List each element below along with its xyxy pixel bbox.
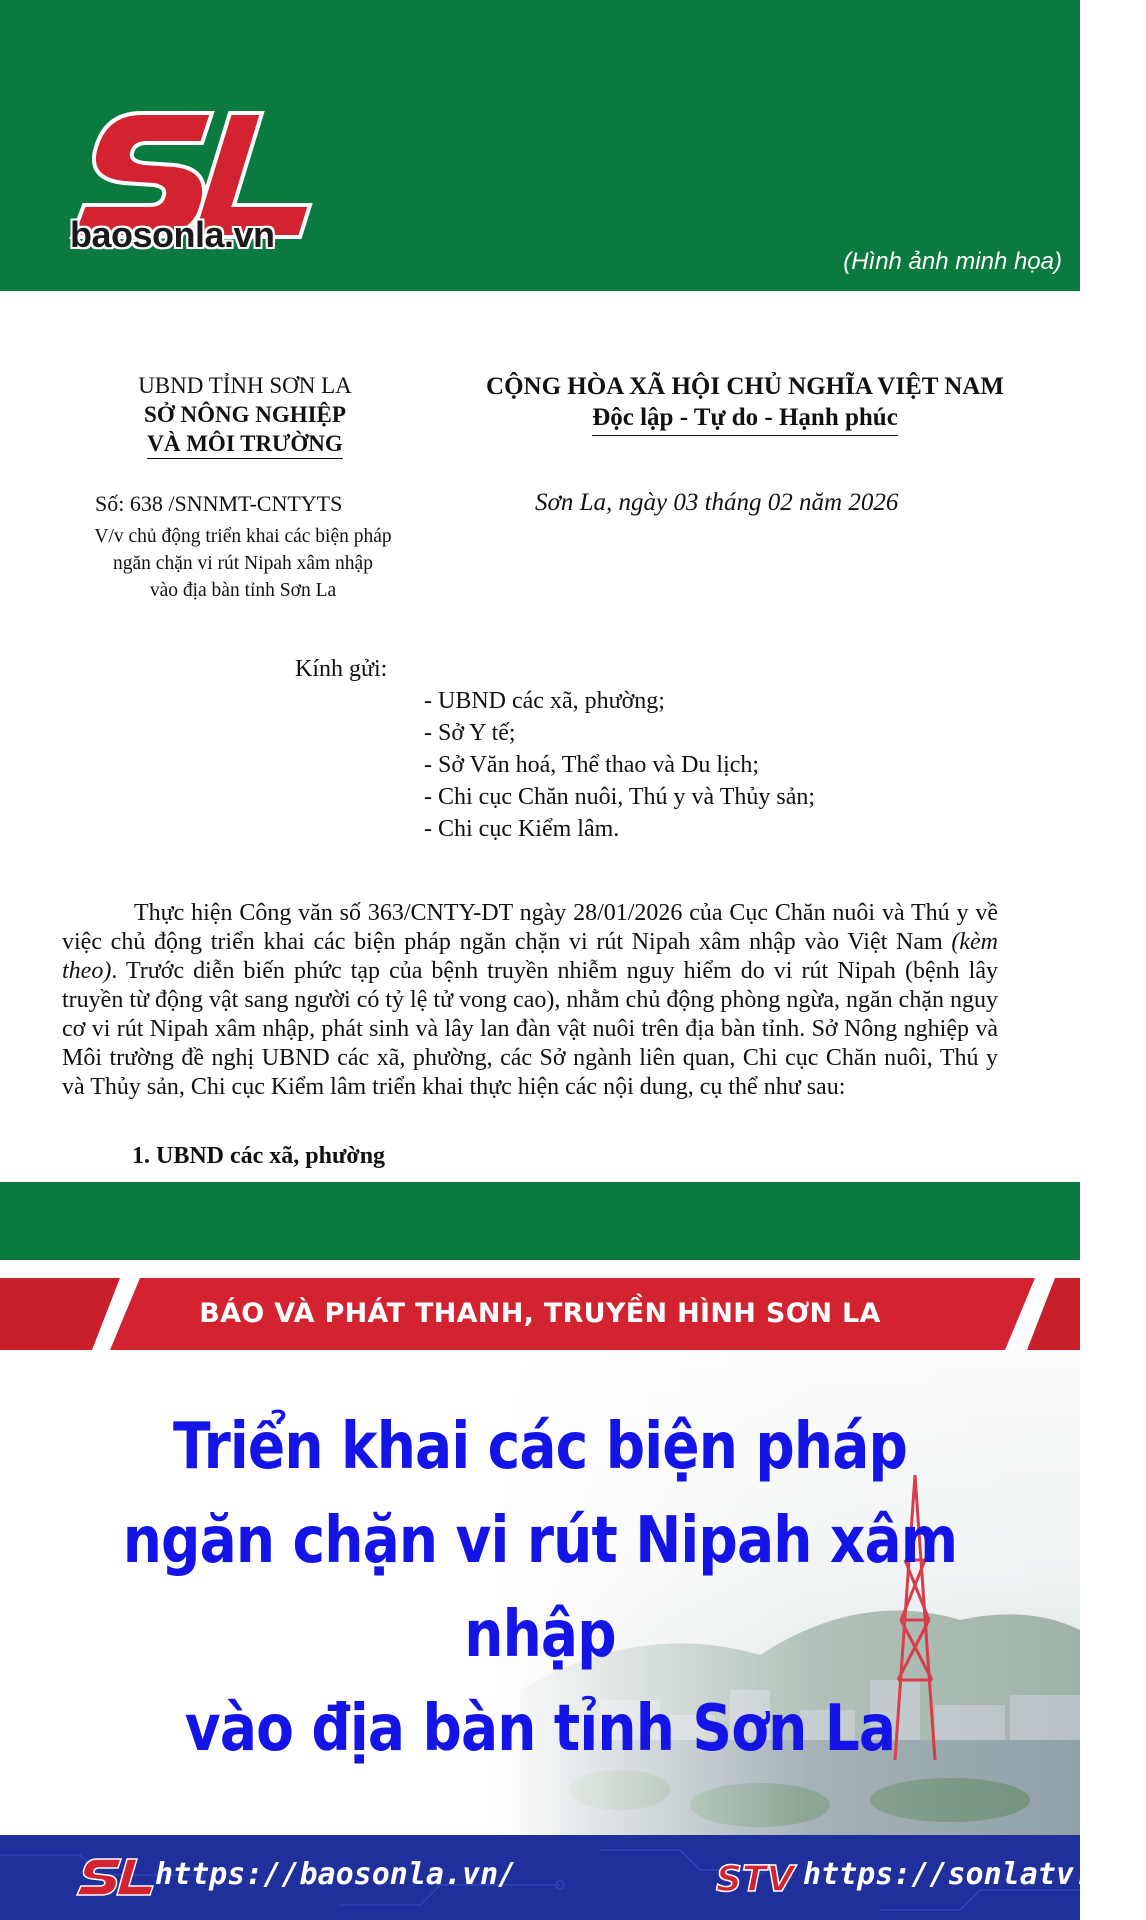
body-paragraph [62,899,998,1102]
recipient-item: - Sở Y tế; [424,720,516,746]
sonlatv-link[interactable]: https://sonlatv.vn/ [803,1857,1146,1892]
baosonla-link[interactable]: https://baosonla.vn/ [155,1857,517,1892]
body-text-italic: (kèm theo) [62,929,998,984]
headline-line-1: Triển khai các biện pháp [172,1410,908,1484]
recipients-heading: Kính gửi: [295,656,388,682]
official-document [0,291,1080,1182]
body-text-part-2: . Trước diễn biến phức tạp của bệnh truyền nhiễm nguy hiểm do vi rút Nipah (bệnh lây truyền từ động vật sang người có tỷ lệ tử vong cao), nhằm chủ động phòng ngừa, ngăn chặn nguy cơ vi rút Nipah xâm nhập, phát sinh và lây lan đàn vật nuôi trên địa bàn tỉnh. Sở Nông nghiệp và Môi trường đề nghị UBND các xã, phường, các Sở ngành liên quan, Chi cục Chăn nuôi, Thú y và Thủy sản, Chi cục Kiểm lâm triển khai thực hiện các nội dung, cụ thể như sau: [62,958,998,1100]
logo-wordmark: baosonla.vn [70,214,275,255]
recipient-item: - Chi cục Kiểm lâm. [424,816,620,842]
subject-line-1: V/v chủ động triển khai các biện pháp [94,526,392,547]
issuing-agency [95,371,395,459]
recipient-item: - Chi cục Chăn nuôi, Thú y và Thủy sản; [424,784,816,810]
sl-mini-logo-icon [75,1857,155,1897]
national-header [450,371,1040,436]
recipient-item: - Sở Văn hoá, Thể thao và Du lịch; [424,752,760,778]
subject-line-2: ngăn chặn vi rút Nipah xâm nhập [113,553,373,574]
publisher-banner: BÁO VÀ PHÁT THANH, TRUYỀN HÌNH SƠN LA [199,1298,881,1329]
body-text-part-1: Thực hiện Công văn số 363/CNTY-DT ngày 28/01/2026 của Cục Chăn nuôi và Thú y về việc chủ động triển khai các biện pháp ngăn chặn vi rút Nipah xâm nhập vào Việt Nam [62,900,998,955]
document-subject [58,523,428,604]
stv-logo-text: STV [716,1859,795,1900]
document-number: Số: 638 /SNNMT-CNTYTS [95,491,343,516]
agency-line-2: SỞ NÔNG NGHIỆP [144,402,346,427]
recipient-item: - UBND các xã, phường; [424,688,665,714]
headline-line-2: ngăn chặn vi rút Nipah xâm nhập [122,1504,958,1672]
national-motto: Độc lập - Tự do - Hạnh phúc [592,402,898,436]
recipient-list [424,685,815,845]
stv-logo-icon [714,1857,800,1900]
republic-title: CỘNG HÒA XÃ HỘI CHỦ NGHĨA VIỆT NAM [486,373,1004,400]
agency-line-3: VÀ MÔI TRƯỜNG [147,429,343,459]
article-headline [101,1400,978,1776]
document-date: Sơn La, ngày 03 tháng 02 năm 2026 [535,489,899,516]
image-caption: (Hình ảnh minh họa) [843,248,1062,275]
section-heading-1: 1. UBND các xã, phường [132,1143,386,1169]
headline-line-3: vào địa bàn tỉnh Sơn La [184,1692,896,1766]
subject-line-3: vào địa bàn tỉnh Sơn La [149,580,337,601]
divider-green-strip [0,1182,1080,1260]
agency-line-1: UBND TỈNH SƠN LA [138,373,352,398]
